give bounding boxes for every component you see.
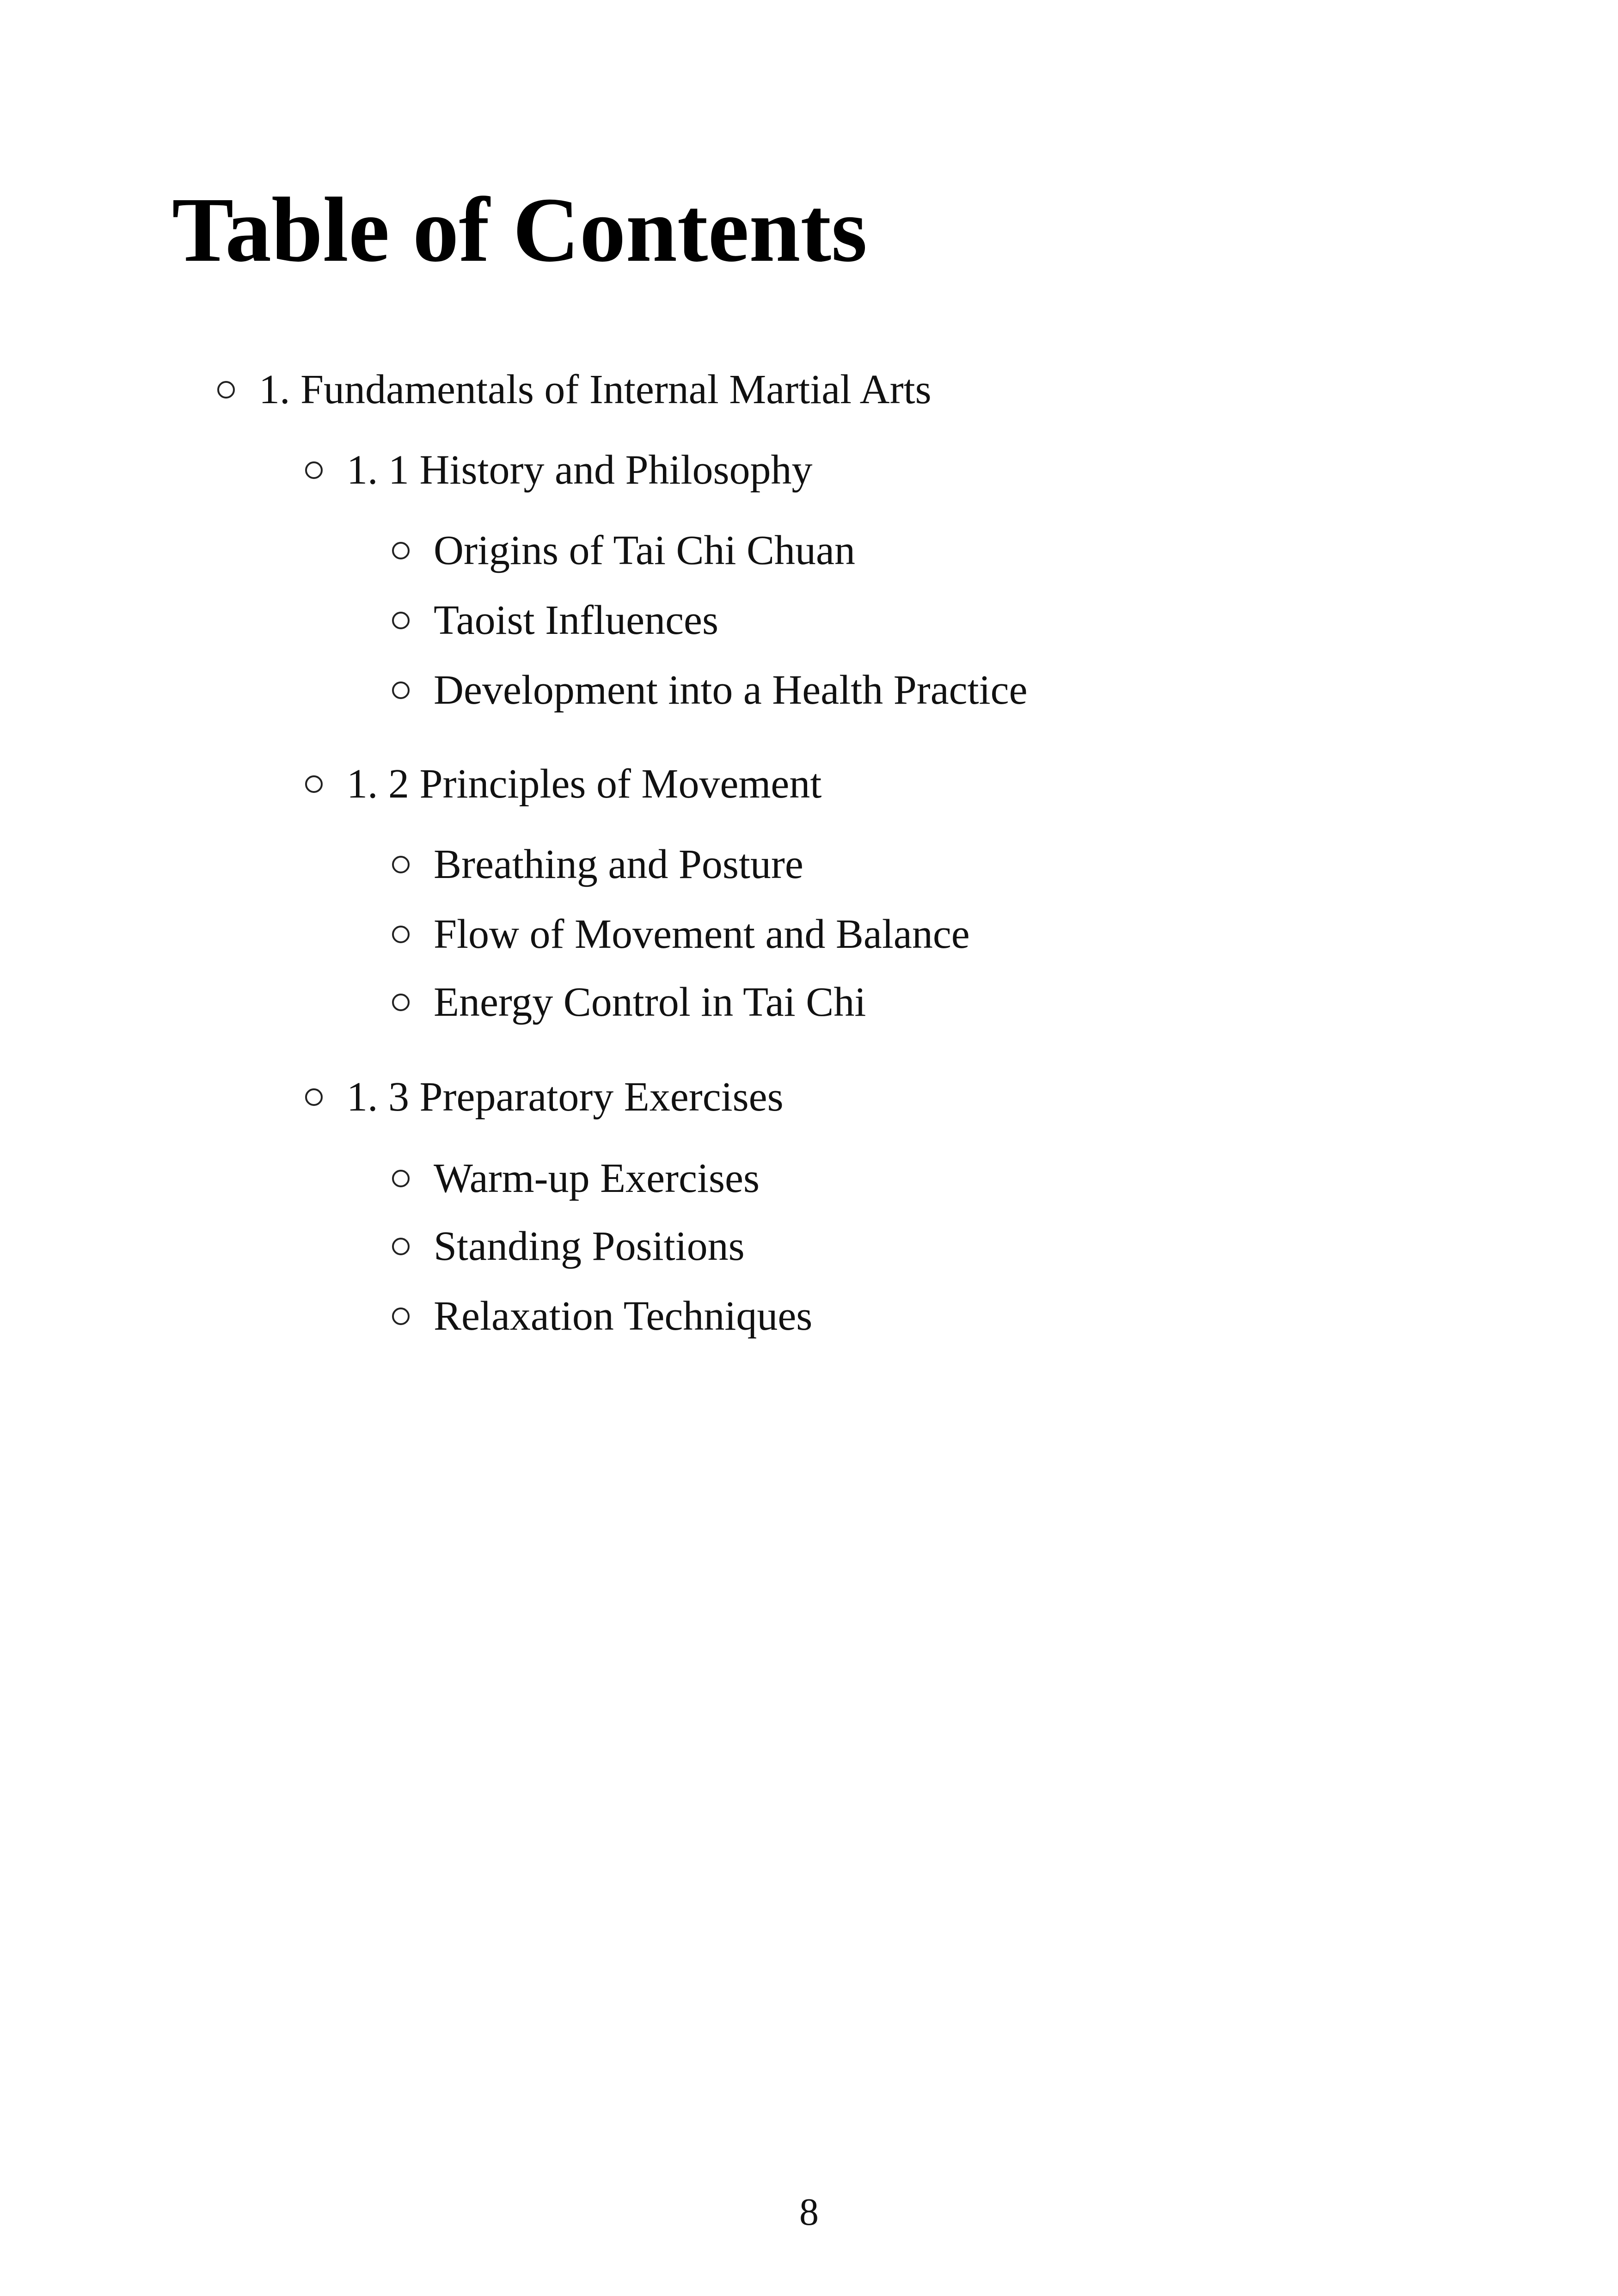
circle-bullet-icon bbox=[392, 612, 410, 629]
toc-chapter-1[interactable] bbox=[217, 364, 932, 415]
circle-bullet-icon bbox=[392, 681, 410, 699]
toc-section-label: 1. 1 History and Philosophy bbox=[347, 447, 813, 493]
toc-entry-label: Energy Control in Tai Chi bbox=[434, 979, 866, 1025]
toc-entry[interactable] bbox=[392, 525, 855, 576]
toc-section-label: 1. 2 Principles of Movement bbox=[347, 761, 822, 807]
toc-entry[interactable] bbox=[392, 595, 718, 646]
toc-entry[interactable] bbox=[392, 909, 970, 960]
circle-bullet-icon bbox=[392, 994, 410, 1011]
toc-section-1-1[interactable] bbox=[305, 445, 813, 496]
circle-bullet-icon bbox=[392, 542, 410, 559]
circle-bullet-icon bbox=[305, 461, 323, 479]
toc-entry-label: Relaxation Techniques bbox=[434, 1293, 813, 1339]
toc-entry-label: Standing Positions bbox=[434, 1223, 745, 1269]
page-title: Table of Contents bbox=[172, 179, 867, 281]
toc-entry[interactable] bbox=[392, 1291, 812, 1342]
toc-chapter-label: 1. Fundamentals of Internal Martial Arts bbox=[259, 367, 932, 412]
toc-section-1-3[interactable] bbox=[305, 1072, 784, 1123]
circle-bullet-icon bbox=[392, 1308, 410, 1325]
toc-entry-label: Warm-up Exercises bbox=[434, 1155, 760, 1201]
circle-bullet-icon bbox=[305, 1088, 323, 1106]
toc-entry-label: Taoist Influences bbox=[434, 597, 718, 643]
circle-bullet-icon bbox=[392, 1238, 410, 1255]
circle-bullet-icon bbox=[392, 856, 410, 873]
circle-bullet-icon bbox=[392, 926, 410, 943]
toc-section-1-2[interactable] bbox=[305, 759, 821, 810]
circle-bullet-icon bbox=[305, 775, 323, 793]
circle-bullet-icon bbox=[392, 1170, 410, 1187]
toc-entry-label: Origins of Tai Chi Chuan bbox=[434, 528, 855, 573]
toc-entry-label: Flow of Movement and Balance bbox=[434, 911, 970, 957]
toc-entry-label: Development into a Health Practice bbox=[434, 667, 1028, 713]
toc-section-label: 1. 3 Preparatory Exercises bbox=[347, 1074, 784, 1120]
toc-entry[interactable] bbox=[392, 839, 803, 890]
toc-entry[interactable] bbox=[392, 1153, 760, 1204]
toc-entry[interactable] bbox=[392, 977, 866, 1028]
toc-entry[interactable] bbox=[392, 665, 1028, 716]
toc-entry[interactable] bbox=[392, 1221, 745, 1272]
toc-entry-label: Breathing and Posture bbox=[434, 841, 803, 887]
page-number: 8 bbox=[799, 2191, 819, 2234]
circle-bullet-icon bbox=[217, 381, 235, 399]
